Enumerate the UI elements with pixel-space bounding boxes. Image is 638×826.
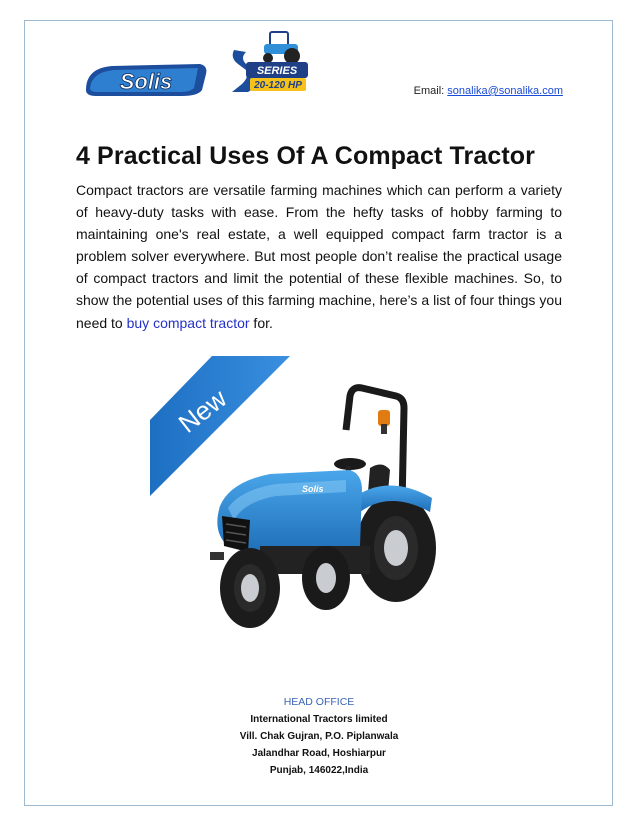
intro-paragraph	[76, 179, 562, 334]
intro-text: Compact tractors are versatile farming machines which can perform a variety of heavy-duty tasks with ease. From the hefty tasks of hobby farming to maintaining one's real estate, a well equipped compact farm tractor is a problem solver everywhere. But most people don’t realise the practical usage of compact tractors and limit the potential of these flexible machines. So, to show the potential uses of this farming machine, here’s a list of four things you need to	[76, 182, 562, 331]
footer-address-line2: Jalandhar Road, Hoshiarpur	[252, 748, 386, 759]
page-title: 4 Practical Uses Of A Compact Tractor	[76, 142, 535, 170]
solis-logo	[82, 60, 210, 100]
tractor-image	[150, 356, 450, 662]
hood-logo-text: Solis	[302, 484, 324, 494]
email-label: Email:	[413, 85, 448, 97]
series-badge-line2: 20-120 HP	[254, 80, 302, 91]
series-badge-line1: SERIES	[256, 65, 298, 77]
head-office-heading: HEAD OFFICE	[283, 696, 355, 708]
series-badge	[228, 28, 314, 96]
intro-text-end: for.	[249, 314, 273, 331]
email-contact	[414, 85, 563, 97]
new-ribbon-text: New	[172, 383, 233, 439]
solis-logo-text: Solis	[119, 69, 173, 94]
footer-address-line3: Punjab, 146022,India	[269, 765, 369, 776]
footer-company: International Tractors limited	[250, 714, 388, 725]
buy-compact-tractor-link[interactable]: buy compact tractor	[126, 314, 250, 331]
footer-address-line1: Vill. Chak Gujran, P.O. Piplanwala	[239, 731, 399, 742]
email-link[interactable]: sonalika@sonalika.com	[447, 85, 563, 97]
beacon-light-icon	[378, 410, 390, 426]
mini-tractor-icon	[263, 32, 300, 64]
